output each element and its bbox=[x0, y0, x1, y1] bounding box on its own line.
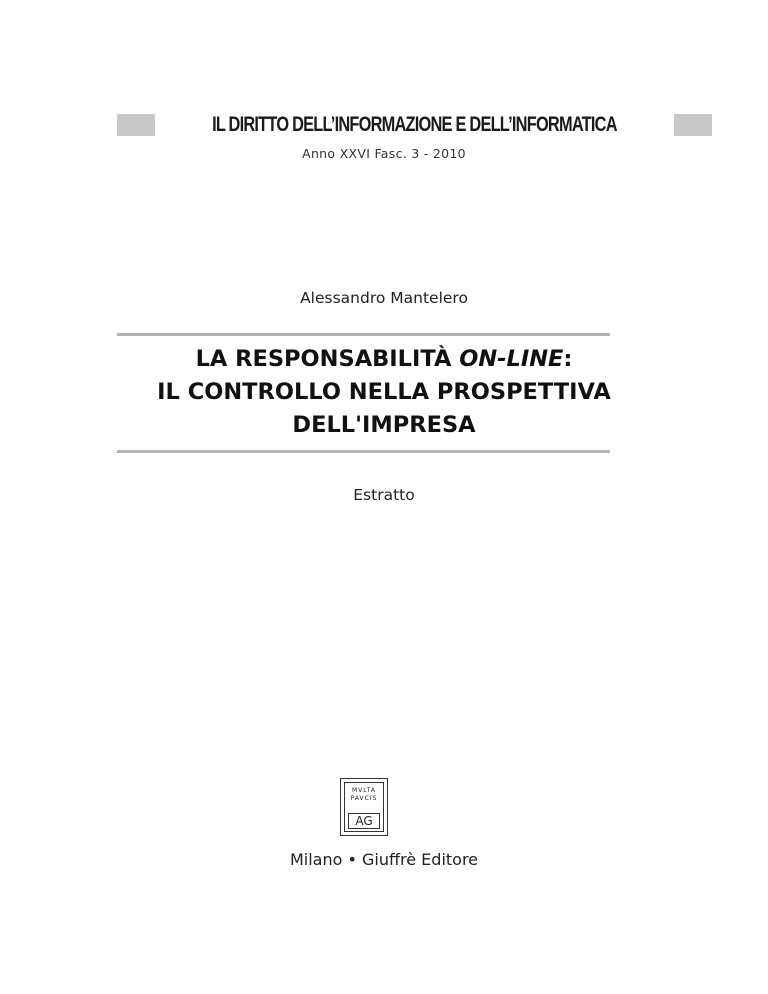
journal-title: IL DIRITTO DELL’INFORMAZIONE E DELL’INFORMATICA bbox=[212, 113, 617, 136]
title-line-3: DELL'IMPRESA bbox=[292, 412, 476, 438]
title-line-1-colon: : bbox=[563, 346, 573, 372]
journal-issue: Anno XXVI Fasc. 3 - 2010 bbox=[302, 146, 466, 161]
title-rule-bottom bbox=[117, 450, 610, 453]
publisher-logo-initials: AG bbox=[348, 813, 380, 829]
publisher-logo-motto-line1: MVLTA bbox=[351, 787, 377, 794]
author-name: Alessandro Mantelero bbox=[300, 289, 468, 307]
title-line-1 bbox=[0, 343, 768, 376]
title-line-1-text: LA RESPONSABILITÀ bbox=[195, 346, 460, 372]
extract-label: Estratto bbox=[353, 486, 415, 504]
publisher-logo-frame bbox=[344, 782, 384, 832]
title-line-2: IL CONTROLLO NELLA PROSPETTIVA bbox=[157, 379, 611, 405]
title-line-1-italic: ON-LINE bbox=[459, 346, 564, 372]
publisher-imprint: Milano • Giuffrè Editore bbox=[289, 850, 479, 869]
title-rule-top bbox=[117, 333, 610, 336]
masthead-bar-left bbox=[117, 114, 155, 136]
publisher-logo bbox=[340, 778, 388, 836]
article-title bbox=[0, 343, 768, 442]
masthead-bar-right bbox=[674, 114, 712, 136]
publisher-logo-motto bbox=[345, 787, 383, 803]
journal-masthead bbox=[117, 112, 617, 138]
publisher-logo-motto-line2: PAVCIS bbox=[350, 795, 378, 802]
